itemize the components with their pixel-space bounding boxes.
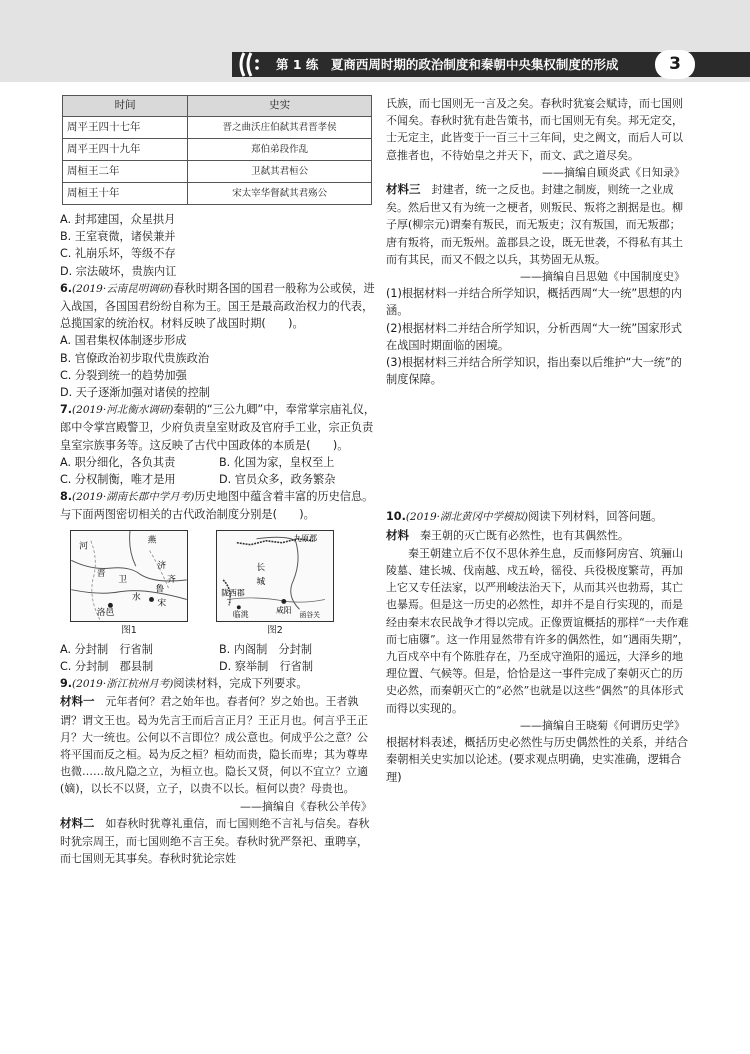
map2-label: 函谷关	[299, 610, 320, 619]
q8-option-d: D. 察举制 行省制	[219, 660, 314, 674]
q9-stem	[60, 675, 378, 693]
map-figure-2	[216, 530, 334, 639]
table-row	[63, 139, 372, 161]
material-text: 秦王朝的灭亡既有必然性，也有其偶然性。	[420, 528, 629, 542]
q8-maps	[70, 530, 378, 639]
q10-material-body: 秦王朝建立后不仅不思休养生息，反而修阿房宫、筑骊山陵墓、建长城、伐南越、戍五岭，徭役、兵役极度繁苛，再加上它又专任法家，以严刑峻法治天下，从而其兴也勃焉，其亡也暴焉。但是这一历史的必然性，却并不是自行实现的，而是经由秦末农民战争才得以完成。正像贾谊概括的那样“一夫作难而七庙隳”。这一作用显然带有许多的偶然性，如“遇雨失期”，九百戍卒中有个陈胜存在，乃至成守渔阳的遥远，大泽乡的地理位置、气候等。但是，恰恰是这一事件完成了秦朝灭亡的历史必然，而秦朝灭亡的“必然”也就是以这些“偶然”的具体形式而得以实现的。	[386, 546, 689, 715]
q9-material-1	[60, 693, 378, 797]
q7-options-row1	[60, 454, 378, 471]
header-title: 第 1 练 夏商西周时期的政治制度和秦朝中央集权制度的形成	[232, 52, 750, 77]
right-column	[386, 95, 691, 786]
q9-material-2-cite: ——摘编自顾炎武《日知录》	[542, 165, 685, 179]
page-number: 3	[655, 50, 695, 79]
q8-option-c: C. 分封制 郡县制	[60, 660, 154, 674]
map1-label: 鲁	[155, 584, 165, 595]
map1-label: 河	[79, 541, 88, 552]
q6-option-d: D. 天子逐渐加强对诸侯的控制	[60, 386, 210, 400]
table-cell: 郑伯弟段作乱	[188, 139, 372, 161]
question-source: (2019·浙江杭州月考)	[72, 678, 174, 691]
table-header-fact: 史实	[188, 96, 372, 117]
table-row	[63, 117, 372, 139]
question-text: 阅读材料，完成下列要求。	[173, 677, 308, 691]
table-cell: 宋太宰华督弑其君殇公	[188, 183, 372, 205]
question-text: 春秋时期各国的国君一般称为公或侯，进入战国，各国国君纷纷自称为王。国王是最高政治权力的代表，总揽国家的统治权。材料反映了战国时期( )。	[60, 281, 375, 331]
map1-label: 水	[131, 592, 141, 603]
q10-stem	[386, 508, 691, 526]
table-cell: 周桓王二年	[63, 161, 188, 183]
map2-caption: 图2	[267, 624, 283, 636]
q6-option-a: A. 国君集权体制逐步形成	[60, 334, 187, 348]
material-text: 如春秋时犹尊礼重信，而七国则绝不言礼与信矣。春秋时犹宗周王，而七国则绝不言王矣。春秋时犹严祭祀、重聘享，而七国则无其事矣。春秋时犹论宗姓	[60, 816, 370, 866]
map1-caption: 图1	[121, 624, 137, 636]
table-cell: 周平王四十九年	[63, 139, 188, 161]
material-label: 材料一	[60, 696, 95, 709]
material-text: 封建者，统一之反也。封建之制废，则统一之业成矣。然后世又有为统一之梗者，则叛民、叛将之割据是也。柳子厚(柳宗元)谓秦有叛民，而无叛吏；汉有叛国，而无叛郡；唐有叛将，而无叛州。盖郡县之设，既无世袭，不得私有其土而有其民，而又不假之以兵，其势固无从叛。	[386, 183, 683, 266]
table-cell: 周平王四十七年	[63, 117, 188, 139]
question-number: 6.	[60, 281, 73, 295]
q10-material-intro	[386, 527, 691, 545]
map1-label: 晋	[96, 568, 106, 579]
table-header-time: 时间	[63, 96, 188, 117]
zhou-map-image	[70, 530, 188, 622]
q7-option-a: A. 职分细化，各负其责	[60, 455, 176, 469]
map2-label: 陇西郡	[221, 588, 245, 598]
q7-options-row2	[60, 471, 378, 488]
question-number: 9.	[60, 677, 73, 691]
answer-space	[386, 388, 691, 508]
map1-label: 洛邑	[96, 607, 115, 618]
q9-material-3-cite: ——摘编自吕思勉《中国制度史》	[520, 270, 685, 284]
material-label: 材料三	[386, 184, 421, 197]
material-label: 材料	[386, 529, 409, 542]
q8-options-row1	[60, 641, 378, 658]
map2-label: 长	[256, 562, 266, 573]
map2-label: 九原郡	[293, 533, 318, 543]
map1-label: 齐	[167, 574, 176, 585]
q6-stem	[60, 280, 378, 333]
q8-option-b: B. 内阁制 分封制	[219, 642, 313, 656]
q6-option-c: C. 分裂到统一的趋势加强	[60, 368, 187, 382]
q9-requirement-2: (2)根据材料二并结合所学知识，分析西周“大一统”国家形式在战国时期面临的困境。	[386, 321, 682, 352]
map1-label: 济	[157, 560, 167, 571]
question-number: 7.	[60, 403, 73, 417]
table-cell: 晋之曲沃庄伯弑其君晋孝侯	[188, 117, 372, 139]
q6-option-b: B. 官僚政治初步取代贵族政治	[60, 351, 210, 365]
q10-task: 根据材料表述，概括历史必然性与历史偶然性的关系，并结合秦朝相关史实加以论述。(要求观点明确，史实准确，逻辑合理)	[386, 736, 689, 784]
qin-map-image	[216, 530, 334, 622]
map-figure-1	[70, 530, 188, 639]
left-column	[60, 95, 378, 868]
q8-stem	[60, 488, 378, 523]
question-source: (2019·湖南长郡中学月考)	[72, 491, 195, 504]
question-text: 阅读下列材料，回答问题。	[528, 510, 663, 524]
q5-option-c: C. 礼崩乐坏，等级不存	[60, 247, 176, 261]
q10-material-cite: ——摘编自王晓菊《何谓历史学》	[520, 718, 685, 732]
table-cell: 卫弑其君桓公	[188, 161, 372, 183]
map2-label: 城	[256, 576, 266, 587]
q9-requirement-3: (3)根据材料三并结合所学知识，指出秦以后维护“大一统”的制度保障。	[386, 356, 682, 387]
map1-label: 卫	[118, 574, 128, 585]
question-source: (2019·云南昆明调研)	[72, 282, 174, 295]
question-source: (2019·湖北黄冈中学模拟)	[405, 511, 529, 524]
q7-stem	[60, 401, 378, 454]
q8-options-row2	[60, 658, 378, 675]
header-mark-icon	[236, 50, 262, 79]
question-number: 10.	[386, 510, 406, 524]
map1-label: 燕	[147, 535, 157, 546]
history-table	[62, 95, 372, 205]
q7-option-d: D. 官员众多，政务繁杂	[219, 473, 336, 487]
question-text: 秦朝的“三公九卿”中，奉常掌宗庙礼仪，郎中令掌宫殿警卫，少府负责皇室财政及官府手工业，宗正负责皇室宗族事务等。这反映了古代中国政体的本质是( )。	[60, 403, 376, 452]
q7-option-c: C. 分权制衡，唯才是用	[60, 473, 176, 487]
q9-material-1-cite: ——摘编自《春秋公羊传》	[240, 799, 372, 813]
q9-material-2b: 氏族，而七国则无一言及之矣。春秋时犹宴会赋诗，而七国则不闻矣。春秋时犹有赴告策书，而七国则无有矣。邦无定交，士无定主，此皆变于一百三十三年间，史之阙文，而后人可以意推者也，不待始皇之并天下，而文、武之道尽矣。	[386, 97, 683, 162]
q8-option-a: A. 分封制 行省制	[60, 642, 153, 656]
material-text: 元年者何？君之始年也。春者何？岁之始也。王者孰谓？谓文王也。曷为先言王而后言正月？王正月也。何言乎王正月？大一统也。公何以不言即位？成公意也。何成乎公之意？公将平国而反之桓。曷为反之桓？桓幼而贵，隐长而卑；其为尊卑也微……故凡隐之立，为桓立也。隐长又贤，何以不宜立？立適(嫡)，以长不以贤，立子，以贵不以长。桓何以贵？母贵也。	[60, 695, 368, 796]
q5-option-d: D. 宗法破坏，贵族内讧	[60, 264, 177, 278]
question-number: 8.	[60, 490, 73, 504]
map1-label: 宋	[157, 598, 167, 609]
q7-option-b: B. 化国为家，皇权至上	[219, 455, 335, 469]
q9-requirement-1: (1)根据材料一并结合所学知识，概括西周“大一统”思想的内涵。	[386, 287, 682, 318]
table-row	[63, 183, 372, 205]
table-cell: 周桓王十年	[63, 183, 188, 205]
map2-label: 咸阳	[275, 605, 292, 615]
question-text: 历史地图中蕴含着丰富的历史信息。与下面两图密切相关的古代政治制度分别是( )。	[60, 490, 374, 522]
q9-material-3	[386, 181, 691, 268]
q9-material-2a	[60, 815, 378, 868]
map2-label: 临洮	[232, 609, 249, 619]
q5-option-b: B. 王室衰微，诸侯兼并	[60, 230, 176, 244]
question-source: (2019·河北衡水调研)	[72, 404, 174, 417]
table-row	[63, 161, 372, 183]
q5-option-a: A. 封邦建国，众星拱月	[60, 213, 176, 226]
material-label: 材料二	[60, 817, 95, 830]
